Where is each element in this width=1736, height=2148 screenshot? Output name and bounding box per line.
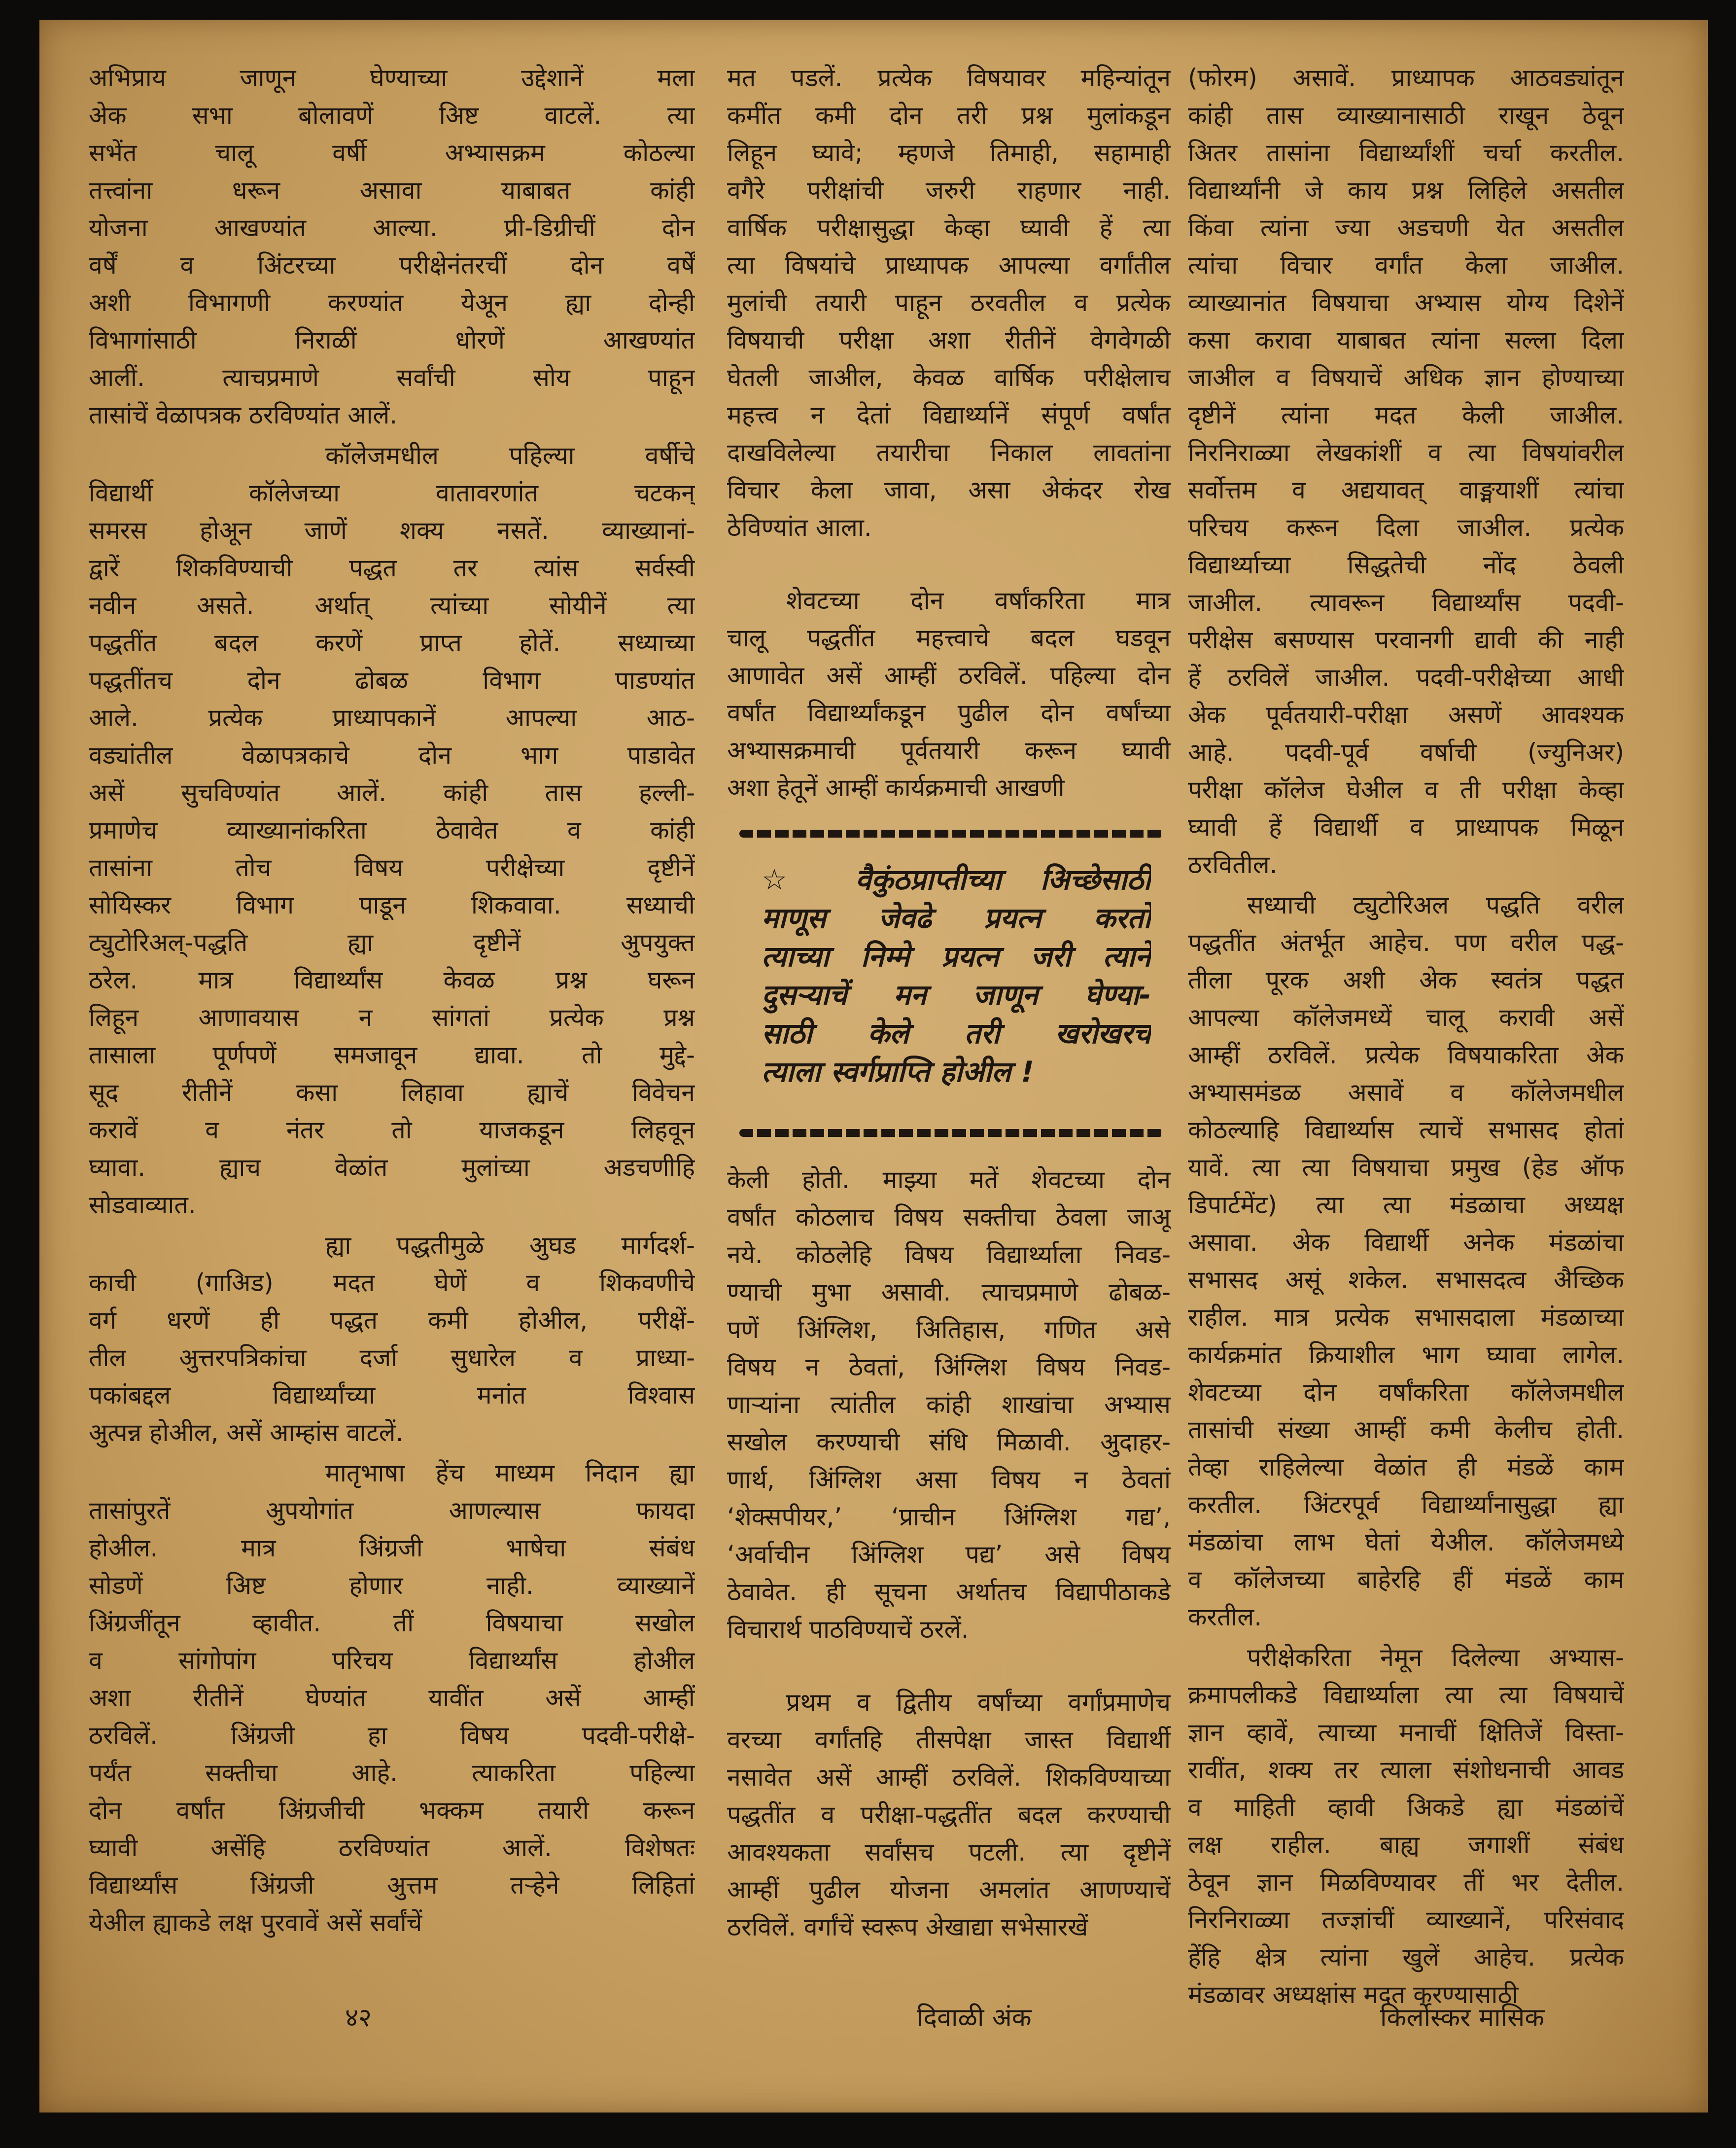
text-line: परीक्षेस बसण्यास परवानगी द्यावी की नाही: [1188, 626, 1624, 654]
text-line: विद्यार्थी कॉलेजच्या वातावरणांत चटकन्: [89, 479, 695, 507]
text-line: पर्यंत सक्तीचा आहे. त्याकरिता पहिल्या: [89, 1759, 695, 1787]
text-line: वार्षिक परीक्षासुद्धा केव्हा घ्यावी हें त्या: [727, 213, 1171, 242]
ornamental-rule-bottom: [739, 1129, 1163, 1137]
text-line: शेवटच्या दोन वर्षांकरिता कॉलेजमधील: [1188, 1378, 1624, 1407]
text-line: काची (गाअिड) मदत घेणें व शिकवणीचे: [89, 1268, 695, 1297]
text-line: हेंहि क्षेत्र त्यांना खुलें आहेच. प्रत्येक: [1188, 1943, 1624, 1972]
text-line: विद्यार्थ्यांनी जे काय प्रश्न लिहिले असतील: [1188, 176, 1624, 205]
paragraph: [1188, 59, 1624, 883]
paragraph: [727, 1684, 1171, 1946]
text-line: वरच्या वर्गांतहि तीसपेक्षा जास्त विद्यार्थी: [727, 1725, 1171, 1754]
text-line: तीला पूरक अशी अेक स्वतंत्र पद्धत: [1188, 966, 1624, 994]
text-line: वर्षें व अिंटरच्या परीक्षेनंतरचीं दोन वर्षें: [89, 251, 695, 280]
text-line: परीक्षेकरिता नेमून दिलेल्या अभ्यास-: [1247, 1643, 1624, 1672]
text-line: किंवा त्यांना ज्या अडचणी येत असतील: [1188, 213, 1624, 242]
text-line: पद्धतींत अंतर्भूत आहेच. पण वरील पद्ध-: [1188, 928, 1624, 957]
text-line: अेक पूर्वतयारी-परीक्षा असणें आवश्यक: [1188, 701, 1624, 729]
text-line: महत्त्व न देतां विद्यार्थ्यानें संपूर्ण वर्षांत: [727, 401, 1171, 429]
text-line: कॉलेजमधील पहिल्या वर्षीचे: [325, 441, 695, 470]
text-line: डिपार्टमेंट) त्या त्या मंडळाचा अध्यक्ष: [1188, 1191, 1624, 1219]
text-line: तासांचें वेळापत्रक ठरविण्यांत आलें.: [89, 401, 398, 429]
text-line: ‘अर्वाचीन अिंग्लिश पद्य’ असे विषय: [727, 1540, 1171, 1569]
text-line: कमींत कमी दोन तरी प्रश्न मुलांकडून: [727, 101, 1171, 130]
text-line: आम्हीं ठरविलें. प्रत्येक विषयाकरिता अेक: [1188, 1041, 1624, 1069]
text-line: अशा हेतूनें आम्हीं कार्यक्रमाची आखणी: [727, 774, 1065, 802]
text-line: विचार केला जावा, असा अेकंदर रोख: [727, 476, 1171, 504]
text-line: व सांगोपांग परिचय विद्यार्थ्यांस होअील: [89, 1646, 695, 1675]
paragraph: [727, 1161, 1171, 1648]
text-line: णार्थ, अिंग्लिश असा विषय न ठेवतां: [727, 1465, 1171, 1494]
text-line: वर्षांत कोठलाच विषय सक्तीचा ठेवला जाअू: [727, 1203, 1171, 1232]
text-line: ण्याची मुभा असावी. त्याचप्रमाणे ढोबळ-: [727, 1278, 1171, 1306]
text-line: वड्यांतील वेळापत्रकाचे दोन भाग पाडावेत: [89, 741, 695, 770]
column-middle-segment-4: [727, 1684, 1171, 1946]
text-line: अितर तासांना विद्यार्थ्यांशीं चर्चा करतील.: [1188, 139, 1624, 167]
text-line: ठरविलें. वर्गांचें स्वरूप अेखाद्या सभेसारखें: [727, 1913, 1088, 1941]
text-line: व्याख्यानांत विषयाचा अभ्यास योग्य दिशेनें: [1188, 288, 1624, 317]
quote-line: साठी केले तरी खरोखरच: [762, 1017, 1151, 1050]
text-line: सोडवाव्यात.: [89, 1191, 196, 1219]
text-line: करतील.: [1188, 1603, 1262, 1631]
text-line: ठेविण्यांत आला.: [727, 513, 872, 542]
text-line: सूद रीतीनें कसा लिहावा ह्याचें विवेचन: [89, 1078, 695, 1107]
quote-line: माणूस जेवढे प्रयत्न करतो: [762, 901, 1151, 935]
text-line: तासांना तोच विषय परीक्षेच्या दृष्टीनें: [89, 853, 695, 882]
text-line: विद्यार्थ्यांस अिंग्रजी अुत्तम तऱ्हेने लिहितां: [89, 1871, 695, 1900]
paragraph: [89, 437, 695, 1224]
text-line: घ्यावी हें विद्यार्थी व प्राध्यापक मिळून: [1188, 813, 1624, 842]
text-line: णाऱ्यांना त्यांतील कांही शाखांचा अभ्यास: [727, 1390, 1171, 1419]
text-line: आम्हीं पुढील योजना अमलांत आणण्याचें: [727, 1875, 1171, 1904]
paragraph: [727, 59, 1171, 546]
column-right: [1188, 59, 1624, 2013]
text-line: आपल्या कॉलेजमध्यें चालू करावी असें: [1188, 1003, 1624, 1032]
text-line: आवश्यकता सर्वांसच पटली. त्या दृष्टीनें: [727, 1838, 1171, 1866]
text-line: विद्यार्थ्याच्या सिद्धतेची नोंद ठेवली: [1188, 551, 1624, 579]
text-line: वगैरे परीक्षांची जरुरी राहणार नाही.: [727, 176, 1171, 205]
text-line: विषयाची परीक्षा अशा रीतीनें वेगवेगळी: [727, 326, 1171, 354]
quote-line: ☆ वैकुंठप्राप्तीच्या अिच्छेसाठी: [762, 863, 1151, 896]
paragraph: [89, 59, 695, 434]
text-line: कार्यक्रमांत क्रियाशील भाग घ्यावा लागेल.: [1188, 1340, 1624, 1369]
text-line: (फोरम) असावें. प्राध्यापक आठवड्यांतून: [1188, 64, 1624, 92]
text-line: येअील ह्याकडे लक्ष पुरवावें असें सर्वांचें: [89, 1908, 422, 1937]
text-line: दाखविलेल्या तयारीचा निकाल लावतांना: [727, 438, 1171, 467]
text-line: प्रमाणेच व्याख्यानांकरिता ठेवावेत व कांही: [89, 816, 695, 845]
text-line: पद्धतींतच दोन ढोबळ विभाग पाडण्यांत: [89, 666, 695, 695]
ornamental-rule-top: [739, 830, 1163, 838]
text-line: ह्या पद्धतीमुळे अुघड मार्गदर्श-: [325, 1231, 695, 1260]
quote-line: दुसऱ्याचें मन जाणून घेण्या-: [762, 978, 1151, 1012]
text-line: दृष्टीनें त्यांना मदत केली जाअील.: [1188, 401, 1624, 429]
text-line: घेतली जाअील, केवळ वार्षिक परीक्षेलाच: [727, 363, 1171, 392]
text-line: मातृभाषा हेंच माध्यम निदान ह्या: [325, 1459, 695, 1487]
text-line: सोडणें अिष्ट होणार नाही. व्याख्यानें: [89, 1571, 695, 1600]
magazine-name: किर्लोस्कर मासिक: [1380, 2003, 1545, 2033]
text-line: ठेवून ज्ञान मिळविण्यावर तीं भर देतील.: [1188, 1868, 1624, 1897]
text-line: अभ्यासक्रमाची पूर्वतयारी करून घ्यावी: [727, 736, 1171, 765]
paragraph: [89, 1227, 695, 1451]
text-line: चालू पद्धतींत महत्त्वाचे बदल घडवून: [727, 624, 1171, 652]
text-line: विभागांसाठी निराळीं धोरणें आखण्यांत: [89, 326, 695, 354]
text-line: आणावेत असें आम्हीं ठरविलें. पहिल्या दोन: [727, 661, 1171, 690]
quote-line: त्याच्या निम्मे प्रयत्न जरी त्याने: [762, 940, 1151, 973]
quote-line: त्याला स्वर्गप्राप्ति होअील !: [762, 1055, 1034, 1089]
text-line: ठरेल. मात्र विद्यार्थ्यांस केवळ प्रश्न घरून: [89, 966, 695, 994]
text-line: वर्ग धरणें ही पद्धत कमी होअील, परीक्षें-: [89, 1306, 695, 1335]
text-line: तेव्हा राहिलेल्या वेळांत ही मंडळें काम: [1188, 1453, 1624, 1481]
text-line: जाअील. त्यावरून विद्यार्थ्यांस पदवी-: [1188, 588, 1624, 617]
text-line: क्रमापलीकडे विद्यार्थ्याला त्या त्या विषयाचें: [1188, 1681, 1624, 1709]
text-line: लिहून घ्यावे; म्हणजे तिमाही, सहामाही: [727, 139, 1171, 167]
text-line: यावें. त्या त्या विषयाचा प्रमुख (हेड ऑफ: [1188, 1153, 1624, 1182]
text-line: निरनिराळ्या तज्ज्ञांचीं व्याख्यानें, परिसंवाद: [1188, 1905, 1624, 1934]
text-line: करावें व नंतर तो याजकडून लिहवून: [89, 1116, 695, 1144]
text-line: त्या विषयांचे प्राध्यापक आपल्या वर्गांतील: [727, 251, 1171, 280]
text-line: दोन वर्षांत अिंग्रजीची भक्कम तयारी करून: [89, 1796, 695, 1825]
text-line: निरनिराळ्या लेखकांशीं व त्या विषयांवरील: [1188, 438, 1624, 467]
text-line: नसावेत असें आम्हीं ठरविलें. शिकविण्याच्या: [727, 1763, 1171, 1792]
text-line: कांही तास व्याख्यानासाठी राखून ठेवून: [1188, 101, 1624, 130]
text-line: सखोल करण्याची संधि मिळावी. अुदाहर-: [727, 1428, 1171, 1456]
text-line: योजना आखण्यांत आल्या. प्री-डिग्रीचीं दोन: [89, 213, 695, 242]
text-line: मंडळांचा लाभ घेतां येअील. कॉलेजमध्ये: [1188, 1528, 1624, 1556]
text-line: सभासद असूं शकेल. सभासदत्व अैच्छिक: [1188, 1266, 1624, 1294]
text-line: ट्युटोरिअल्-पद्धति ह्या दृष्टीनें अुपयुक्त: [89, 928, 695, 957]
text-line: तासांपुरतें अुपयोगांत आणल्यास फायदा: [89, 1496, 695, 1525]
text-line: मत पडलें. प्रत्येक विषयावर महिन्यांतून: [727, 64, 1171, 92]
text-line: प्रथम व द्वितीय वर्षांच्या वर्गांप्रमाणेच: [786, 1688, 1171, 1717]
text-line: विषय न ठेवतां, अिंग्लिश विषय निवड-: [727, 1353, 1171, 1381]
text-line: रावींत, शक्य तर त्याला संशोधनाची आवड: [1188, 1756, 1624, 1784]
text-line: आलीं. त्याचप्रमाणे सर्वांची सोय पाहून: [89, 363, 695, 392]
text-line: अशी विभागणी करण्यांत येअून ह्या दोन्ही: [89, 288, 695, 317]
text-line: अुत्पन्न होअील, असें आम्हांस वाटलें.: [89, 1418, 404, 1447]
paragraph: [1188, 886, 1624, 1636]
page-number: ४२: [345, 2003, 372, 2033]
text-line: होअील. मात्र अिंग्रजी भाषेचा संबंध: [89, 1534, 695, 1562]
text-line: पकांबद्दल विद्यार्थ्यांच्या मनांत विश्वास: [89, 1381, 695, 1409]
text-line: पद्धतींत बदल करणें प्राप्त होतें. सध्याच्या: [89, 629, 695, 657]
text-line: त्यांचा विचार वर्गांत केला जाअील.: [1188, 251, 1624, 280]
text-line: विचारार्थ पाठविण्याचें ठरलें.: [727, 1615, 969, 1644]
text-line: तील अुत्तरपत्रिकांचा दर्जा सुधारेल व प्राध्या-: [89, 1343, 695, 1372]
text-line: सभेंत चालू वर्षी अभ्यासक्रम कोठल्या: [89, 139, 695, 167]
column-left: [89, 59, 695, 1941]
text-line: सध्याची ट्युटोरिअल पद्धति वरील: [1247, 891, 1624, 919]
text-line: केली होती. माझ्या मतें शेवटच्या दोन: [727, 1165, 1171, 1194]
text-line: ठेवावेत. ही सूचना अर्थातच विद्यापीठाकडे: [727, 1578, 1171, 1606]
paragraph: [89, 1454, 695, 1941]
text-line: अिंग्रजींतून व्हावीत. तीं विषयाचा सखोल: [89, 1609, 695, 1637]
column-middle-segment-2: [727, 582, 1171, 807]
text-line: शेवटच्या दोन वर्षांकरिता मात्र: [786, 586, 1171, 615]
text-line: समरस होअून जाणें शक्य नसतें. व्याख्यानां-: [89, 516, 695, 545]
text-line: पणें अिंग्लिश, अितिहास, गणित असे: [727, 1315, 1171, 1344]
text-line: ठरविलें. अिंग्रजी हा विषय पदवी-परीक्षे-: [89, 1721, 695, 1750]
text-line: द्वारें शिकविण्याची पद्धत तर त्यांस सर्वस्वी: [89, 554, 695, 582]
text-line: तत्त्वांना धरून असावा याबाबत कांही: [89, 176, 695, 205]
quote-box: [762, 860, 1151, 1091]
text-line: अेक सभा बोलावणें अिष्ट वाटलें. त्या: [89, 101, 695, 130]
text-line: करतील. अिंटरपूर्व विद्यार्थ्यांनासुद्धा ह्या: [1188, 1490, 1624, 1519]
issue-name: दिवाळी अंक: [917, 2003, 1032, 2033]
text-line: तासांची संख्या आम्हीं कमी केलीच होती.: [1188, 1415, 1624, 1444]
text-line: घ्यावा. ह्याच वेळांत मुलांच्या अडचणीहि: [89, 1153, 695, 1182]
text-line: कोठल्याहि विद्यार्थ्यास त्याचें सभासद होतां: [1188, 1116, 1624, 1144]
text-line: नये. कोठलेहि विषय विद्यार्थ्याला निवड-: [727, 1240, 1171, 1269]
text-line: कसा करावा याबाबत त्यांना सल्ला दिला: [1188, 326, 1624, 354]
text-line: व माहिती व्हावी अिकडे ह्या मंडळांचें: [1188, 1793, 1624, 1822]
text-line: असावा. अेक विद्यार्थी अनेक मंडळांचा: [1188, 1228, 1624, 1257]
text-line: ठरवितील.: [1188, 850, 1278, 879]
text-line: अभ्यासमंडळ असावें व कॉलेजमधील: [1188, 1078, 1624, 1107]
text-line: सर्वोत्तम व अद्ययावत् वाङ्मयाशीं त्यांचा: [1188, 476, 1624, 504]
text-line: ज्ञान व्हावें, त्याच्या मनाचीं क्षितिजें विस्ता-: [1188, 1718, 1624, 1747]
text-line: वर्षांत विद्यार्थ्यांकडून पुढील दोन वर्षांच्या: [727, 699, 1171, 727]
text-line: अशा रीतीनें घेण्यांत यावींत असें आम्हीं: [89, 1684, 695, 1712]
text-line: जाअील व विषयाचें अधिक ज्ञान होण्याच्या: [1188, 363, 1624, 392]
column-middle-segment-3: [727, 1161, 1171, 1648]
text-line: ‘शेक्सपीयर,’ ‘प्राचीन अिंग्लिश गद्य’,: [727, 1503, 1171, 1531]
text-line: असें सुचविण्यांत आलें. कांही तास हल्ली-: [89, 778, 695, 807]
text-line: आहे. पदवी-पूर्व वर्षाची (ज्युनिअर): [1188, 738, 1624, 767]
text-line: परिचय करून दिला जाअील. प्रत्येक: [1188, 513, 1624, 542]
text-line: घ्यावी असेंहि ठरविण्यांत आलें. विशेषतः: [89, 1833, 695, 1862]
paragraph: [1188, 1639, 1624, 2013]
text-line: नवीन असते. अर्थात् त्यांच्या सोयीनें त्या: [89, 591, 695, 620]
text-line: लक्ष राहील. बाह्य जगाशीं संबंध: [1188, 1831, 1624, 1859]
column-middle-segment-1: [727, 59, 1171, 546]
text-line: सोयिस्कर विभाग पाडून शिकवावा. सध्याची: [89, 891, 695, 919]
text-line: लिहून आणावयास न सांगतां प्रत्येक प्रश्न: [89, 1003, 695, 1032]
text-line: आले. प्रत्येक प्राध्यापकानें आपल्या आठ-: [89, 704, 695, 732]
text-line: राहील. मात्र प्रत्येक सभासदाला मंडळाच्या: [1188, 1303, 1624, 1332]
text-line: परीक्षा कॉलेज घेअील व ती परीक्षा केव्हा: [1188, 775, 1624, 804]
text-line: मुलांची तयारी पाहून ठरवतील व प्रत्येक: [727, 288, 1171, 317]
text-line: व कॉलेजच्या बाहेरहि हीं मंडळें काम: [1188, 1565, 1624, 1594]
text-line: पद्धतींत व परीक्षा-पद्धतींत बदल करण्याची: [727, 1800, 1171, 1829]
text-line: हें ठरविलें जाअील. पदवी-परीक्षेच्या आधी: [1188, 663, 1624, 692]
paragraph: [727, 582, 1171, 807]
text-line: तासाला पूर्णपणें समजावून द्यावा. तो मुद्दे-: [89, 1041, 695, 1069]
text-line: अभिप्राय जाणून घेण्याच्या उद्देशानें मला: [89, 64, 695, 92]
text-line: मंडळावर अध्यक्षांस मदत करण्यासाठी: [1188, 1980, 1519, 2009]
